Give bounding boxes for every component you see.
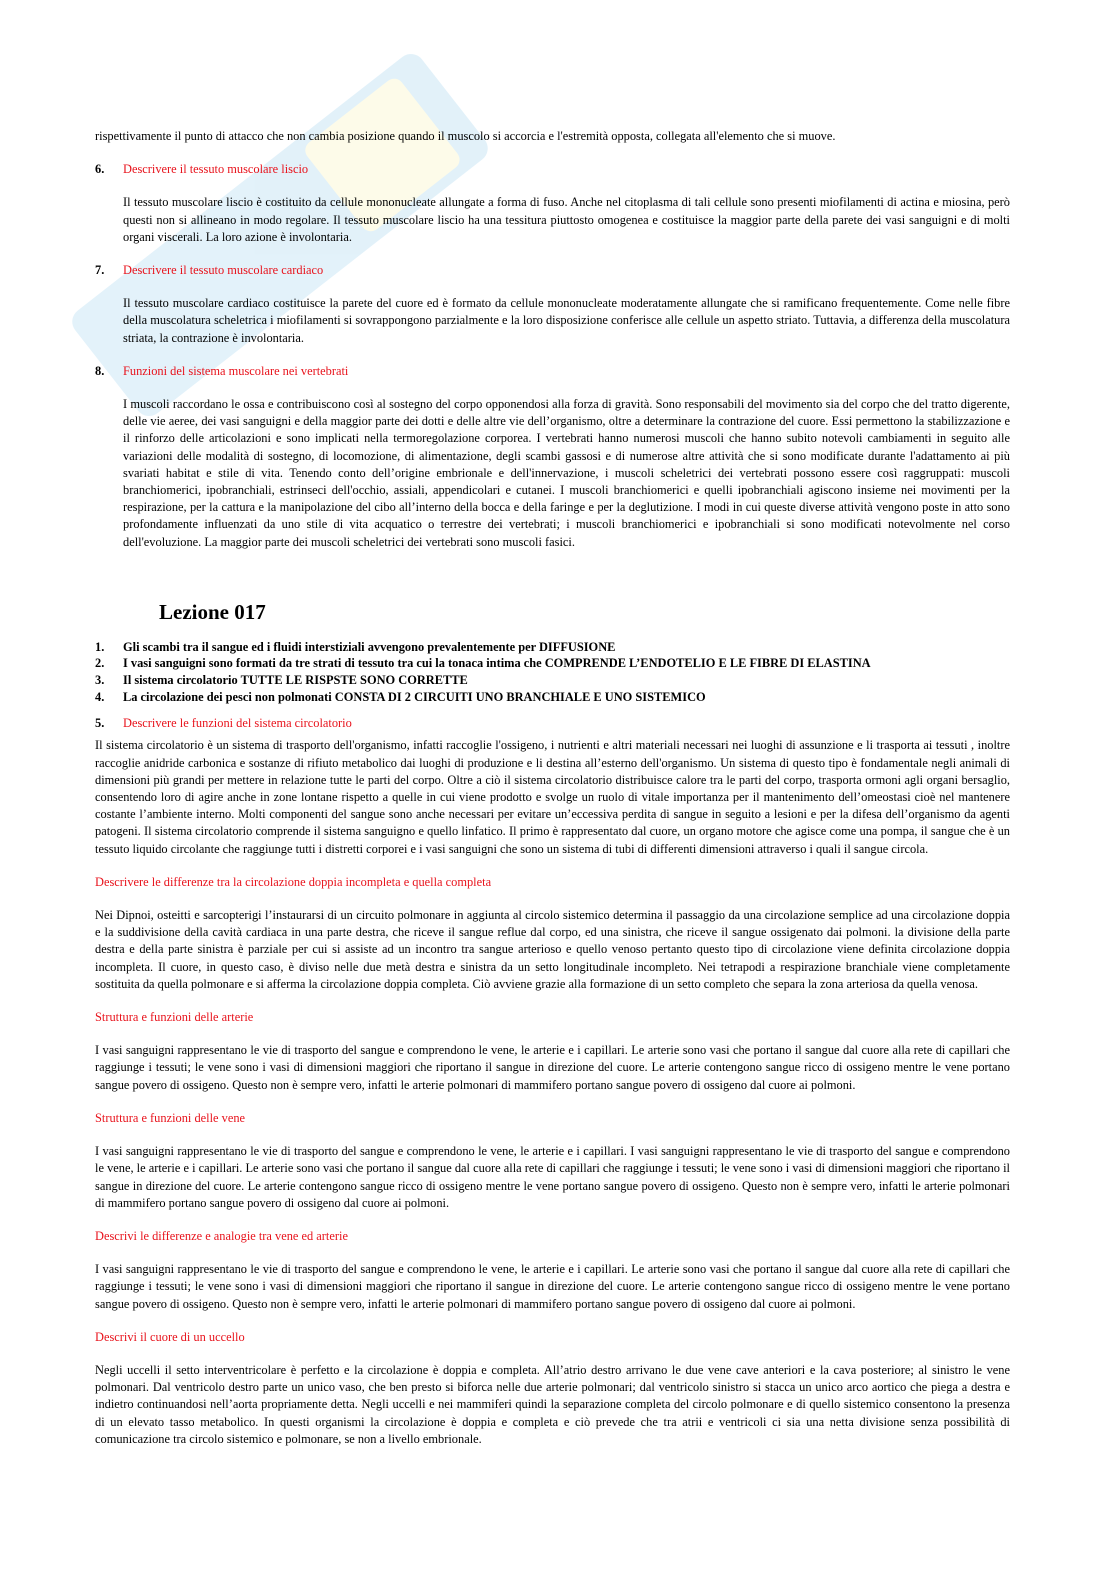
question-5 bbox=[95, 715, 1010, 732]
question-6 bbox=[95, 161, 1010, 178]
mcq-text: Gli scambi tra il sangue ed i fluidi interstiziali avvengono prevalentemente per DIFFUSIONE bbox=[123, 639, 616, 654]
mcq-list bbox=[95, 639, 1010, 705]
answer-5: Il sistema circolatorio è un sistema di trasporto dell'organismo, infatti raccoglie l'ossigeno, i nutrienti e altri materiali necessari nei luoghi di assunzione e li trasporta ai tessuti , inoltre raccoglie anidride carbonica e sostanze di rifiuto metabolico dai luoghi di produzione e li destina all’esterno dell'organismo. Un sistema di questo tipo è fondamentale negli animali di dimensioni più grandi per mettere in relazione tutte le parti del corpo. Oltre a ciò il sistema circolatorio distribuisce calore tra le parti del corpo, trasporta ormoni agli organi bersaglio, consentendo loro di agire anche in zone lontane rispetto a quelle in cui viene prodotto e svolge un ruolo di vitale importanza per il mantenimento dell’omeostasi cioè nel mantenere costante l’ambiente interno. Molti componenti del sangue sono anche necessari per evitare un’eccessiva perdita di sangue in seguito a lesioni e per la difesa dell’organismo da agenti patogeni. Il sistema circolatorio comprende il sistema sanguigno e quello linfatico. Il primo è rappresentato dal cuore, un organo motore che agisce come una pompa, il sangue che è un tessuto liquido circolante che raggiunge tutti i distretti corporei e i vasi sanguigni che sono un sistema di tubi di differenti dimensioni attraverso i quali il sangue circola. bbox=[95, 738, 1010, 856]
question-heading: Funzioni del sistema muscolare nei vertebrati bbox=[123, 363, 349, 378]
mcq-number: 2. bbox=[95, 656, 105, 671]
mcq-item bbox=[95, 639, 1010, 656]
section-heading: Struttura e funzioni delle vene bbox=[95, 1110, 246, 1125]
question-number: 8. bbox=[95, 363, 105, 378]
lesson-title: Lezione 017 bbox=[159, 599, 266, 624]
answer-8: I muscoli raccordano le ossa e contribuiscono così al sostegno del corpo opponendosi alla forza di gravità. Sono responsabili del movimento sia del corpo che del tratto digerente, delle vie aeree, dei vasi sanguigni e della maggior parte dei dotti e delle altre vie dell’organismo, oltre a determinare la contrazione del cuore. Essi permettono la stabilizzazione e il rinforzo delle articolazioni e sono implicati nella termoregolazione corporea. I vertebrati hanno numerosi muscoli che hanno subito notevoli cambiamenti in seguito alle variazioni delle modalità di sostegno, di locomozione, di alimentazione, degli scambi gassosi e di numerose altre attività che si sono modificate durante l'adattamento ai più svariati habitat e stile di vita. Tenendo conto dell’origine embrionale e dell'innervazione, i muscoli scheletrici dei vertebrati possono essere così raggruppati: muscoli branchiomerici, ipobranchiali, estrinseci dell'occhio, assiali, appendicolari e cutanei. I muscoli branchiomerici e quelli ipobranchiali agiscono insieme nei movimenti per la respirazione, per la cattura e la manipolazione del cibo all’interno della bocca e della faringe e per la deglutizione. I modi in cui queste diverse attività vengono poste in atto sono profondamente influenzati da uno stile di vita acquatico o terrestre dei vertebrati; i muscoli branchiomerici e ipobranchiali si sono modificati notevolmente nel corso dell'evoluzione. La maggior parte dei muscoli scheletrici dei vertebrati sono muscoli fasici. bbox=[123, 397, 1010, 549]
answer-7: Il tessuto muscolare cardiaco costituisce la parete del cuore ed è formato da cellule mononucleate moderatamente allungate che si ramificano frequentemente. Come nelle fibre della muscolatura scheletrica i miofilamenti si sovrappongono parzialmente e la loro disposizione conferisce alle cellule un aspetto striato. Tuttavia, a differenza della muscolatura striata, la contrazione è involontaria. bbox=[123, 296, 1010, 345]
section-body: Negli uccelli il setto interventricolare è perfetto e la circolazione è doppia e completa. All’atrio destro arrivano le due vene cave anteriori e la cava posteriore; al sinistro le vene polmonari. Dal ventricolo destro parte un unico vaso, che ben presto si biforca nelle due arterie polmonari; dal ventricolo sinistro si stacca un unico arco aortico che piega a destra e indietro continuandosi nell’aorta propriamente detta. Negli uccelli e nei mammiferi quindi la separazione completa del circolo polmonare e di quello sistemico consentono la presenza di un elevato tasso metabolico. In questi organismi la circolazione è doppia e completa e ciò prevede che tra atrii e ventricoli ci sia una netta divisione senza possibilità di comunicazione tra circolo sistemico e polmonare, se non a livello embrionale. bbox=[95, 1362, 1010, 1446]
question-heading: Descrivere il tessuto muscolare cardiaco bbox=[123, 263, 324, 278]
mcq-text: La circolazione dei pesci non polmonati CONSTA DI 2 CIRCUITI UNO BRANCHIALE E UNO SISTEMICO bbox=[123, 689, 706, 704]
mcq-number: 1. bbox=[95, 639, 105, 654]
mcq-item bbox=[95, 655, 1010, 672]
section-body: I vasi sanguigni rappresentano le vie di trasporto del sangue e comprendono le vene, le arterie e i capillari. Le arterie sono vasi che portano il sangue dal cuore alla rete di capillari che raggiunge i tessuti; le vene sono i vasi di dimensioni maggiori che riportano il sangue in direzione del cuore. Le arterie contengono sangue ricco di ossigeno mentre le vene portano sangue povero di ossigeno. Questo non è sempre vero, infatti le arterie polmonari di mammifero portano sangue povero di ossigeno dal cuore ai polmoni. bbox=[95, 1043, 1010, 1092]
section-body: I vasi sanguigni rappresentano le vie di trasporto del sangue e comprendono le vene, le arterie e i capillari. Le arterie sono vasi che portano il sangue dal cuore alla rete di capillari che raggiunge i tessuti; le vene sono i vasi di dimensioni maggiori che riportano il sangue in direzione del cuore. Le arterie contengono sangue ricco di ossigeno mentre le vene portano sangue povero di ossigeno. Questo non è sempre vero, infatti le arterie polmonari di mammifero portano sangue povero di ossigeno dal cuore ai polmoni. bbox=[95, 1262, 1010, 1311]
question-number: 7. bbox=[95, 263, 105, 278]
mcq-text: I vasi sanguigni sono formati da tre strati di tessuto tra cui la tonaca intima che COMPRENDE L’ENDOTELIO E LE FIBRE DI ELASTINA bbox=[123, 656, 871, 671]
section-heading: Descrivi il cuore di un uccello bbox=[95, 1329, 245, 1344]
document-page bbox=[95, 128, 1010, 1448]
answer-6: Il tessuto muscolare liscio è costituito da cellule mononucleate allungate a forma di fuso. Anche nel citoplasma di tali cellule sono presenti miofilamenti di actina e miosina, però questi non si allineano in modo regolare. Il tessuto muscolare liscio ha una tessitura piuttosto omogenea e costituisce la maggior parte della parete dei vasi sanguigni e di molti organi viscerali. La loro azione è involontaria. bbox=[123, 195, 1010, 244]
mcq-item bbox=[95, 672, 1010, 689]
mcq-text: Il sistema circolatorio TUTTE LE RISPSTE SONO CORRETTE bbox=[123, 673, 468, 688]
mcq-item bbox=[95, 689, 1010, 706]
section-heading: Descrivi le differenze e analogie tra vene ed arterie bbox=[95, 1228, 348, 1243]
section-heading: Struttura e funzioni delle arterie bbox=[95, 1010, 254, 1025]
question-heading: Descrivere il tessuto muscolare liscio bbox=[123, 162, 309, 177]
intro-paragraph: rispettivamente il punto di attacco che non cambia posizione quando il muscolo si accorcia e l'estremità opposta, collegata all'elemento che si muove. bbox=[95, 129, 836, 143]
section-heading: Descrivere le differenze tra la circolazione doppia incompleta e quella completa bbox=[95, 874, 492, 889]
mcq-number: 3. bbox=[95, 673, 105, 688]
question-heading: Descrivere le funzioni del sistema circolatorio bbox=[123, 716, 352, 731]
question-7 bbox=[95, 262, 1010, 279]
question-number: 6. bbox=[95, 162, 105, 177]
section-body: I vasi sanguigni rappresentano le vie di trasporto del sangue e comprendono le vene, le arterie e i capillari. I vasi sanguigni rappresentano le vie di trasporto del sangue e comprendono le vene, le arterie e i capillari. Le arterie sono vasi che portano il sangue dal cuore alla rete di capillari che raggiunge i tessuti; le vene sono i vasi di dimensioni maggiori che riportano il sangue in direzione del cuore. Le arterie contengono sangue ricco di ossigeno mentre le vene portano sangue povero di ossigeno. Questo non è sempre vero, infatti le arterie polmonari di mammifero portano sangue povero di ossigeno dal cuore ai polmoni. bbox=[95, 1144, 1010, 1210]
mcq-number: 4. bbox=[95, 689, 105, 704]
section-body: Nei Dipnoi, osteitti e sarcopterigi l’instaurarsi di un circuito polmonare in aggiunta al circolo sistemico determina il passaggio da una circolazione semplice ad una circolazione doppia e la suddivisione della cavità cardiaca in una parte destra, che riceve il sangue reflue dal corpo, ed una sinistra, che riceve il sangue ossigenato dai polmoni. la divisione della parte destra e della parte sinistra è parziale per cui si assiste ad un incontro tra sangue arterioso e quello venoso pertanto questo tipo di circolazione viene definita circolazione doppia incompleta. Il cuore, in questo caso, è diviso nelle due metà destra e sinistra da un setto longitudinale incompleto. Nei tetrapodi a respirazione branchiale viene completamente sostituita da quella polmonare e si afferma la circolazione doppia completa. Ciò avviene grazie alla formazione di un setto completo che separa la zona arteriosa da quella venosa. bbox=[95, 908, 1010, 991]
question-8 bbox=[95, 363, 1010, 380]
question-number: 5. bbox=[95, 716, 105, 731]
